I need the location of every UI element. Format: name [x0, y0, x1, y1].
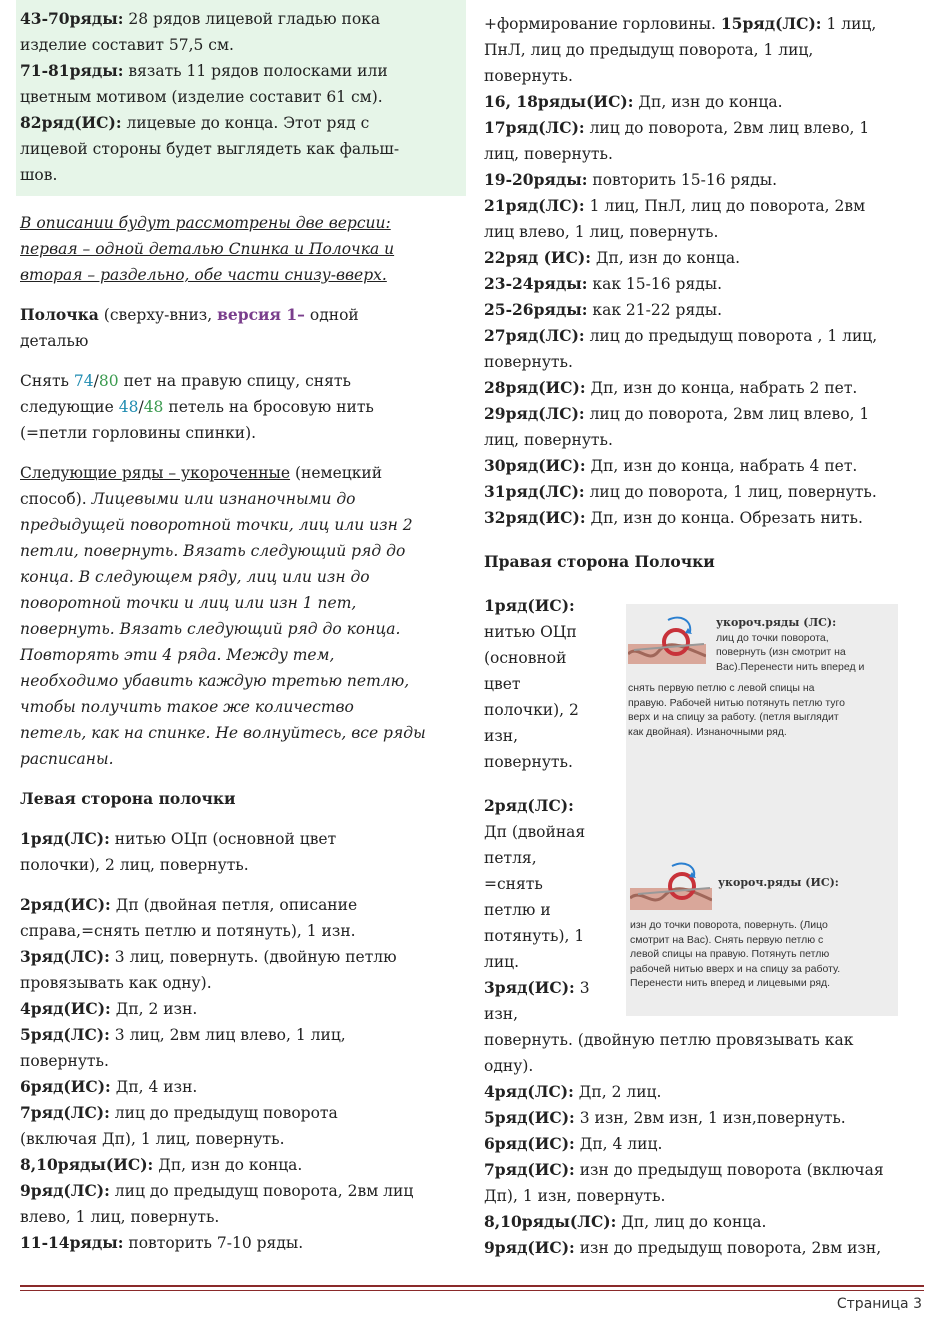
knitting-illustration-icon	[628, 614, 706, 670]
row-9: 9ряд(ЛС): лиц до предыдущ поворота, 2вм лиц влево, 1 лиц, повернуть.	[20, 1181, 414, 1226]
tip-1-line: Вас).Перенести нить вперед и	[716, 660, 865, 673]
row-27: 27ряд(ЛС): лиц до предыдущ поворота , 1 лиц, повернуть.	[484, 326, 878, 371]
row-7: 7ряд(ЛС): лиц до предыдущ поворота (включая Дп), 1 лиц, повернуть.	[20, 1103, 338, 1148]
left-column	[20, 0, 464, 1256]
row-text: цветным мотивом (изделие составит 61 см).	[20, 88, 383, 106]
row-15: +формирование горловины. 15ряд(ЛС): 1 лиц, ПнЛ, лиц до предыдущ поворота, 1 лиц, повернуть.	[484, 14, 877, 85]
polochka-heading: Полочка (сверху-вниз, версия 1– одной деталью	[20, 305, 359, 350]
page-number: Страница 3	[836, 1296, 922, 1312]
row-text: вязать 11 рядов полосками или	[128, 62, 388, 80]
right-row-5: 5ряд(ИС): 3 изн, 2вм изн, 1 изн,повернуть.	[484, 1108, 846, 1127]
row-32: 32ряд(ИС): Дп, изн до конца. Обрезать нить.	[484, 508, 863, 527]
knitting-illustration-icon	[630, 860, 712, 916]
row-label: 82ряд(ИС):	[20, 113, 122, 132]
right-row-3-cont: повернуть. (двойную петлю провязывать как одну).	[484, 1031, 854, 1075]
row-28: 28ряд(ИС): Дп, изн до конца, набрать 2 пет.	[484, 378, 858, 397]
row-31: 31ряд(ЛС): лиц до поворота, 1 лиц, повернуть.	[484, 482, 877, 501]
tip-1-line: повернуть (изн смотрит на	[716, 646, 846, 658]
tip-2-line: левой спицы на правую. Потянуть петлю	[630, 948, 830, 960]
row-29: 29ряд(ЛС): лиц до поворота, 2вм лиц влево, 1 лиц, повернуть.	[484, 404, 870, 449]
row-3: 3ряд(ЛС): 3 лиц, повернуть. (двойную петлю провязывать как одну).	[20, 947, 397, 992]
tip-1-line: верх и на спицу за работу. (петля выглядит	[628, 711, 839, 723]
row-1: 1ряд(ЛС): нитью ОЦп (основной цвет полочки), 2 лиц, повернуть.	[20, 829, 337, 874]
tip-2-line: рабочей нитью вверх и на спицу за работу.	[630, 962, 841, 975]
right-row-1: 1ряд(ИС): нитью ОЦп (основной цвет полочки), 2 изн, повернуть.	[484, 596, 579, 771]
tip-2-line: изн до точки поворота, повернуть. (Лицо	[630, 919, 828, 931]
tip-2-line: смотрит на Вас). Снять первую петлю с	[630, 933, 824, 946]
row-16-18: 16, 18ряды(ИС): Дп, изн до конца.	[484, 92, 783, 111]
row-text: лицевые до конца. Этот ряд с	[126, 114, 370, 132]
row-label: 71-81ряды:	[20, 61, 124, 80]
row-30: 30ряд(ИС): Дп, изн до конца, набрать 4 пет.	[484, 456, 858, 475]
row-label: 43-70ряды:	[20, 9, 124, 28]
green-highlight-block	[16, 0, 466, 196]
tip-1-title: укороч.ряды (ЛС):	[716, 616, 837, 629]
row-21: 21ряд(ЛС): 1 лиц, ПнЛ, лиц до поворота, 2вм лиц влево, 1 лиц, повернуть.	[484, 196, 866, 241]
footer-divider	[20, 1285, 924, 1287]
right-side-title: Правая сторона Полочки	[484, 552, 715, 571]
right-row-6: 6ряд(ИС): Дп, 4 лиц.	[484, 1134, 663, 1153]
right-side-narrow-block	[484, 593, 609, 1027]
row-4: 4ряд(ИС): Дп, 2 изн.	[20, 999, 198, 1018]
row-23-24: 23-24ряды: как 15-16 ряды.	[484, 274, 723, 293]
right-row-9: 9ряд(ИС): изн до предыдущ поворота, 2вм изн,	[484, 1238, 882, 1257]
tip-1-line: снять первую петлю с левой спицы на	[628, 682, 815, 694]
row-2: 2ряд(ИС): Дп (двойная петля, описание справа,=снять петлю и потянуть), 1 изн.	[20, 895, 358, 940]
tip-1-line: как двойная). Изнаночными ряд.	[628, 725, 787, 738]
right-row-2: 2ряд(ЛС): Дп (двойная петля, =снять петлю и потянуть), 1 лиц.	[484, 796, 586, 971]
tip-2-line: Перенести нить вперед и лицевыми ряд.	[630, 977, 831, 989]
row-25-26: 25-26ряды: как 21-22 ряды.	[484, 300, 723, 319]
row-6: 6ряд(ИС): Дп, 4 изн.	[20, 1077, 198, 1096]
short-rows-paragraph: Следующие ряды – укороченные (немецкий способ). Лицевыми или изнаночными до предыдущей поворотной точки, лиц или изн 2 петли, повернуть. Вязать следующий ряд до конца. В следующем ряду, лиц или изн до поворотной точки и лиц или изн 1 пет, повернуть. Вязать следующий ряд до конца. Повторять эти 4 ряда. Между тем, необходимо убавить каждую третью петлю, чтобы получить такое же количество петель, как на спинке. Не волнуйтесь, все ряды расписаны.	[20, 464, 426, 768]
row-11-14: 11-14ряды: повторить 7-10 ряды.	[20, 1233, 304, 1252]
row-17: 17ряд(ЛС): лиц до поворота, 2вм лиц влево, 1 лиц, повернуть.	[484, 118, 870, 163]
right-row-4: 4ряд(ЛС): Дп, 2 лиц.	[484, 1082, 662, 1101]
row-text: лицевой стороны будет выглядеть как фальш-	[20, 140, 400, 158]
right-row-8-10: 8,10ряды(ЛС): Дп, лиц до конца.	[484, 1212, 767, 1231]
snyat-paragraph: Снять 74/80 пет на правую спицу, снять следующие 48/48 петель на бросовую нить (=петли горловины спинки).	[20, 372, 374, 442]
right-row-3: 3ряд(ИС): 3 изн,	[484, 978, 590, 1023]
row-text: 28 рядов лицевой гладью пока	[128, 10, 381, 28]
tip-1-line: правую. Рабочей нитью потянуть петлю туго	[628, 696, 845, 709]
tip-1-line: лиц до точки поворота,	[716, 631, 829, 644]
row-8-10: 8,10ряды(ИС): Дп, изн до конца.	[20, 1155, 303, 1174]
tip-2-title: укороч.ряды (ИС):	[718, 876, 839, 889]
left-side-title: Левая сторона полочки	[20, 789, 236, 808]
row-text: изделие составит 57,5 см.	[20, 36, 234, 54]
row-5: 5ряд(ЛС): 3 лиц, 2вм лиц влево, 1 лиц, повернуть.	[20, 1025, 346, 1070]
intro-paragraph: В описании будут рассмотрены две версии: первая – одной деталью Спинка и Полочка и вторая – раздельно, обе части снизу-вверх.	[20, 214, 395, 284]
row-22: 22ряд (ИС): Дп, изн до конца.	[484, 248, 741, 267]
footer-divider	[20, 1290, 924, 1291]
row-19-20: 19-20ряды: повторить 15-16 ряды.	[484, 170, 777, 189]
right-row-7: 7ряд(ИС): изн до предыдущ поворота (включая Дп), 1 изн, повернуть.	[484, 1160, 884, 1205]
short-rows-tip-panel	[626, 604, 898, 1016]
row-text: шов.	[20, 166, 58, 184]
